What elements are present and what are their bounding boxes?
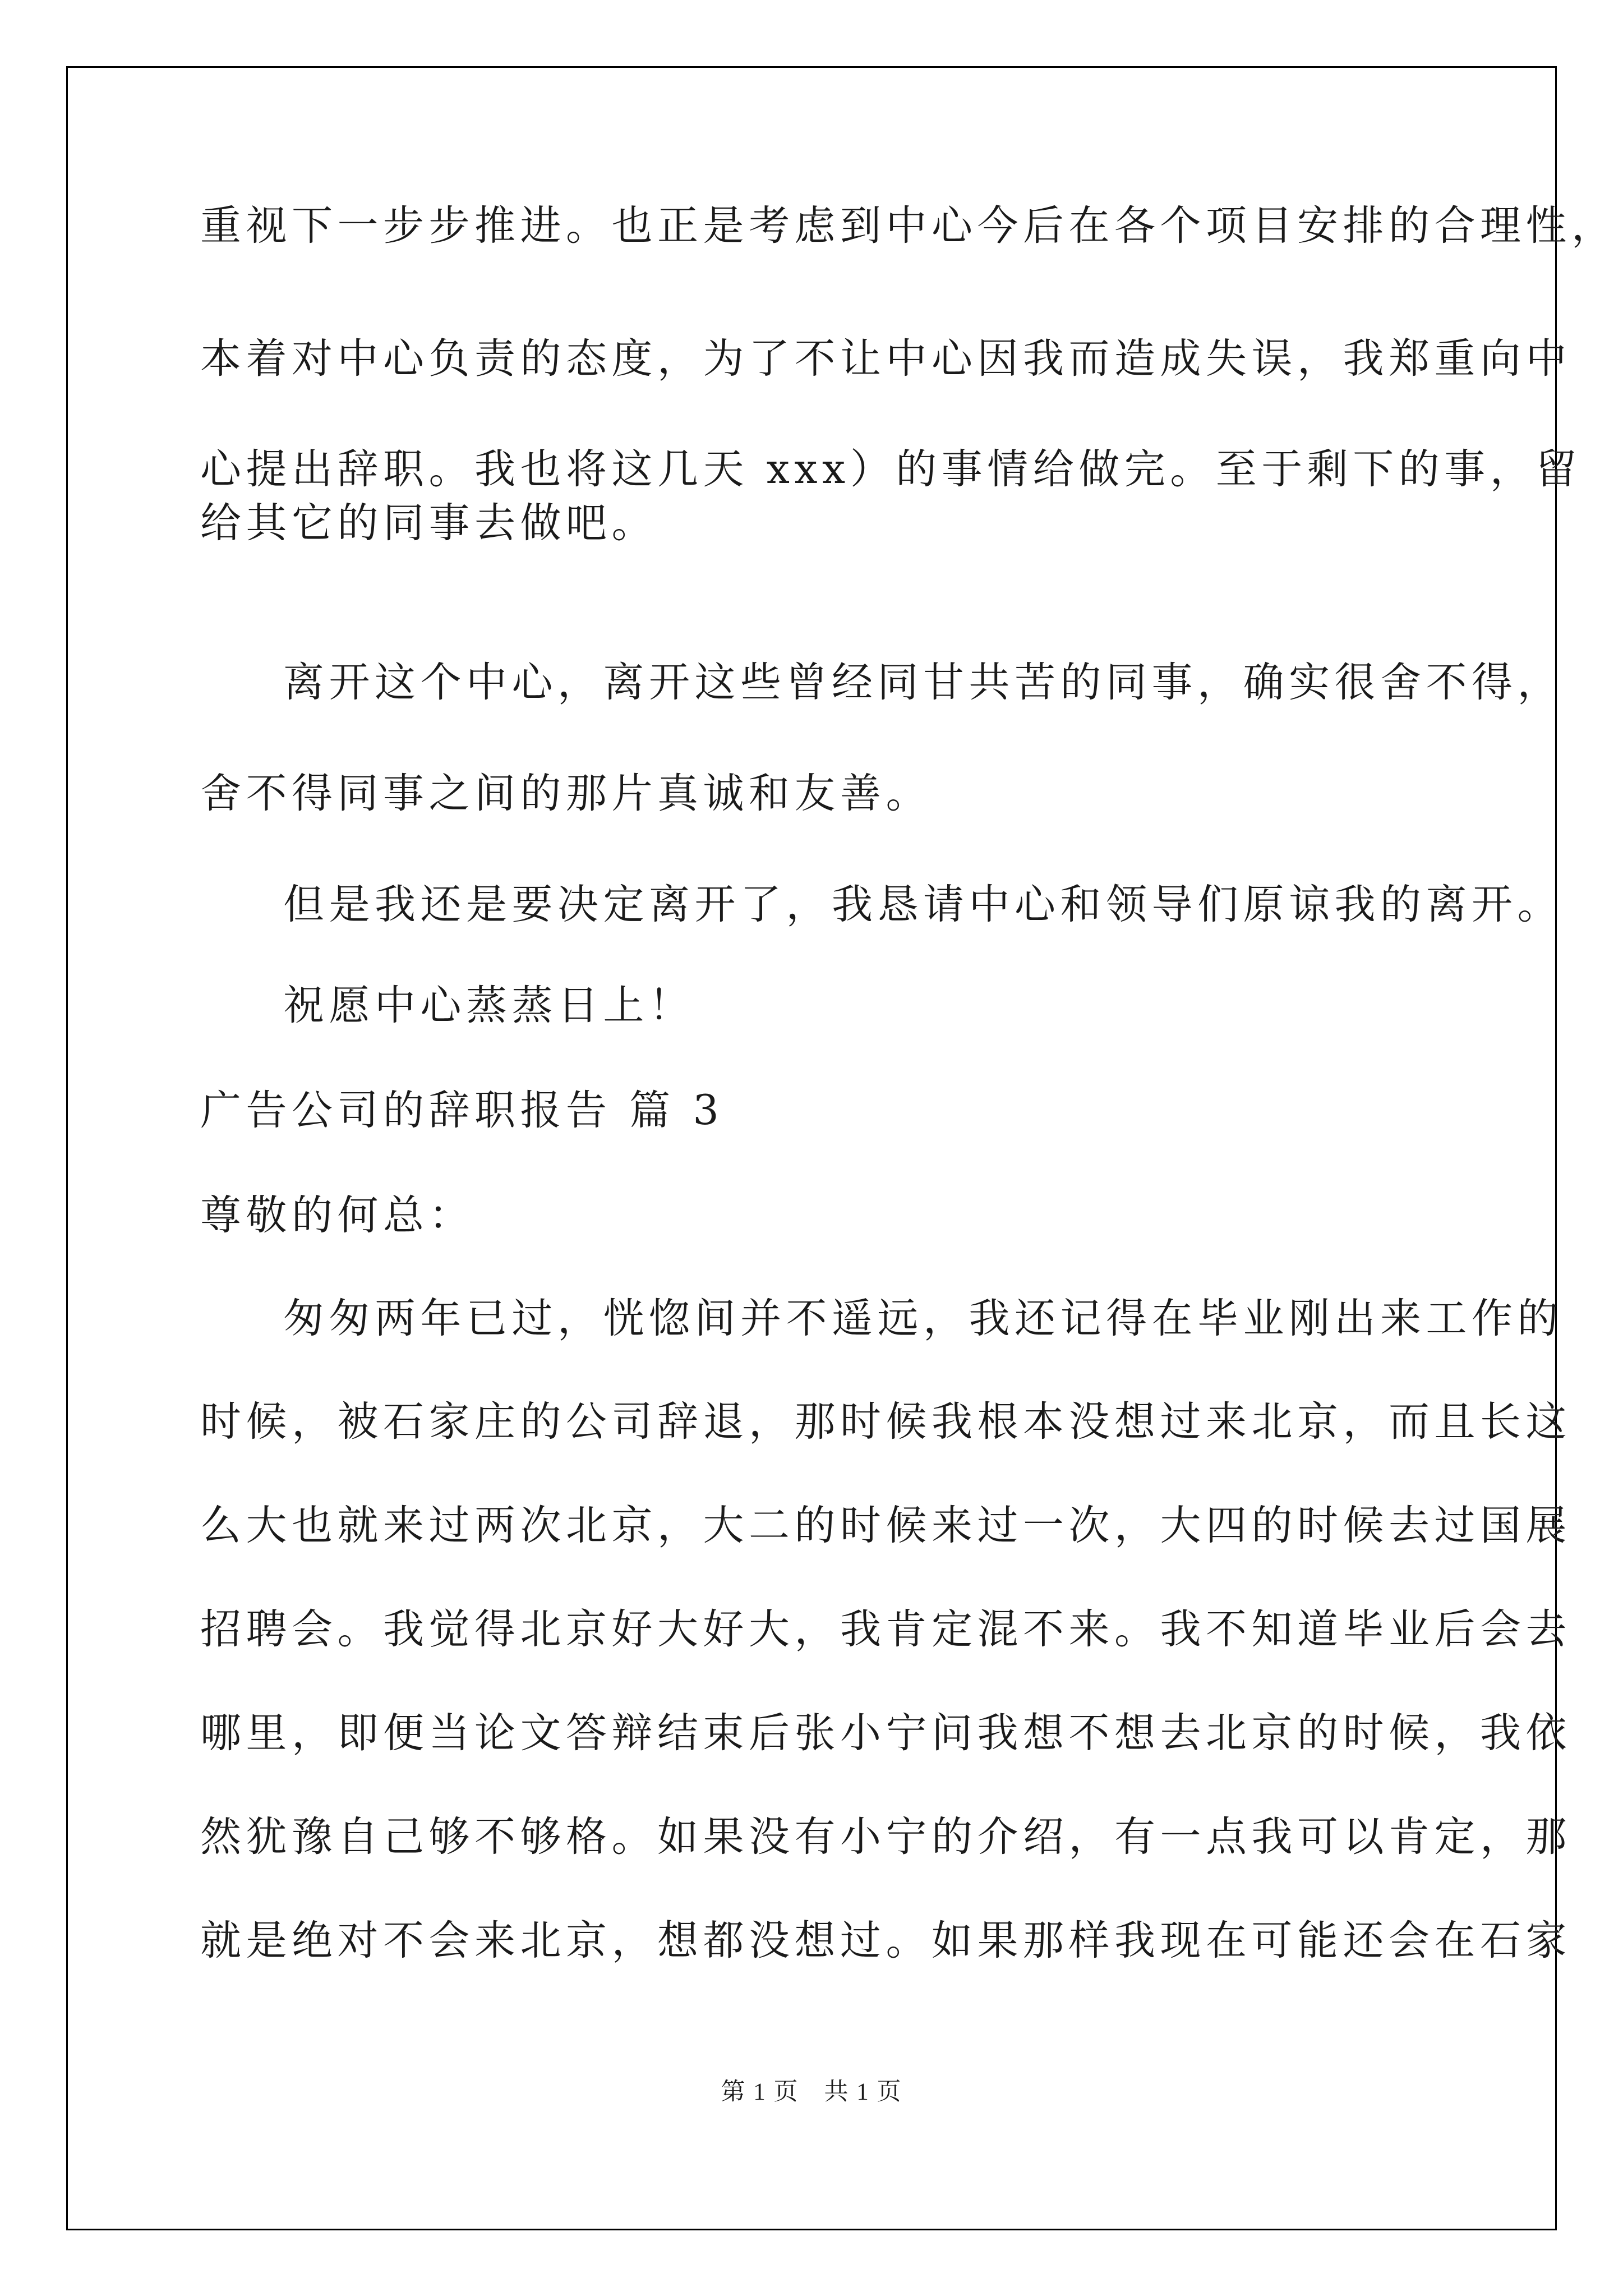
page-border: [66, 66, 1557, 2230]
section-heading: 广告公司的辞职报告 篇 3: [200, 1087, 724, 1134]
paragraph-line: 时候，被石家庄的公司辞退，那时候我根本没想过来北京，而且长这: [200, 1398, 1571, 1446]
paragraph-line: 然犹豫自己够不够格。如果没有小宁的介绍，有一点我可以肯定，那: [200, 1813, 1571, 1861]
page-number-footer: 第 1 页 共 1 页: [721, 2079, 902, 2105]
paragraph-line: 给其它的同事去做吧。: [200, 499, 657, 547]
paragraph-line: 就是绝对不会来北京，想都没想过。如果那样我现在可能还会在石家: [200, 1917, 1571, 1964]
paragraph-line: 但是我还是要决定离开了，我恳请中心和领导们原谅我的离开。: [283, 881, 1563, 928]
paragraph-line: 舍不得同事之间的那片真诚和友善。: [200, 770, 932, 817]
paragraph-line: 祝愿中心蒸蒸日上！: [283, 982, 695, 1029]
paragraph-line: 招聘会。我觉得北京好大好大，我肯定混不来。我不知道毕业后会去: [200, 1605, 1571, 1653]
salutation: 尊敬的何总：: [200, 1191, 474, 1239]
paragraph-line: 本着对中心负责的态度，为了不让中心因我而造成失误，我郑重向中: [200, 335, 1571, 383]
paragraph-line: 匆匆两年已过，恍惚间并不遥远，我还记得在毕业刚出来工作的: [283, 1295, 1563, 1342]
paragraph-line: 离开这个中心，离开这些曾经同甘共苦的同事，确实很舍不得，: [283, 659, 1563, 706]
paragraph-line: 重视下一步步推进。也正是考虑到中心今后在各个项目安排的合理性，: [200, 202, 1617, 250]
paragraph-line: 哪里，即便当论文答辩结束后张小宁问我想不想去北京的时候，我依: [200, 1709, 1571, 1757]
paragraph-line: 么大也就来过两次北京，大二的时候来过一次，大四的时候去过国展: [200, 1502, 1571, 1549]
paragraph-line: 心提出辞职。我也将这几天 xxx）的事情给做完。至于剩下的事，留: [200, 445, 1581, 493]
